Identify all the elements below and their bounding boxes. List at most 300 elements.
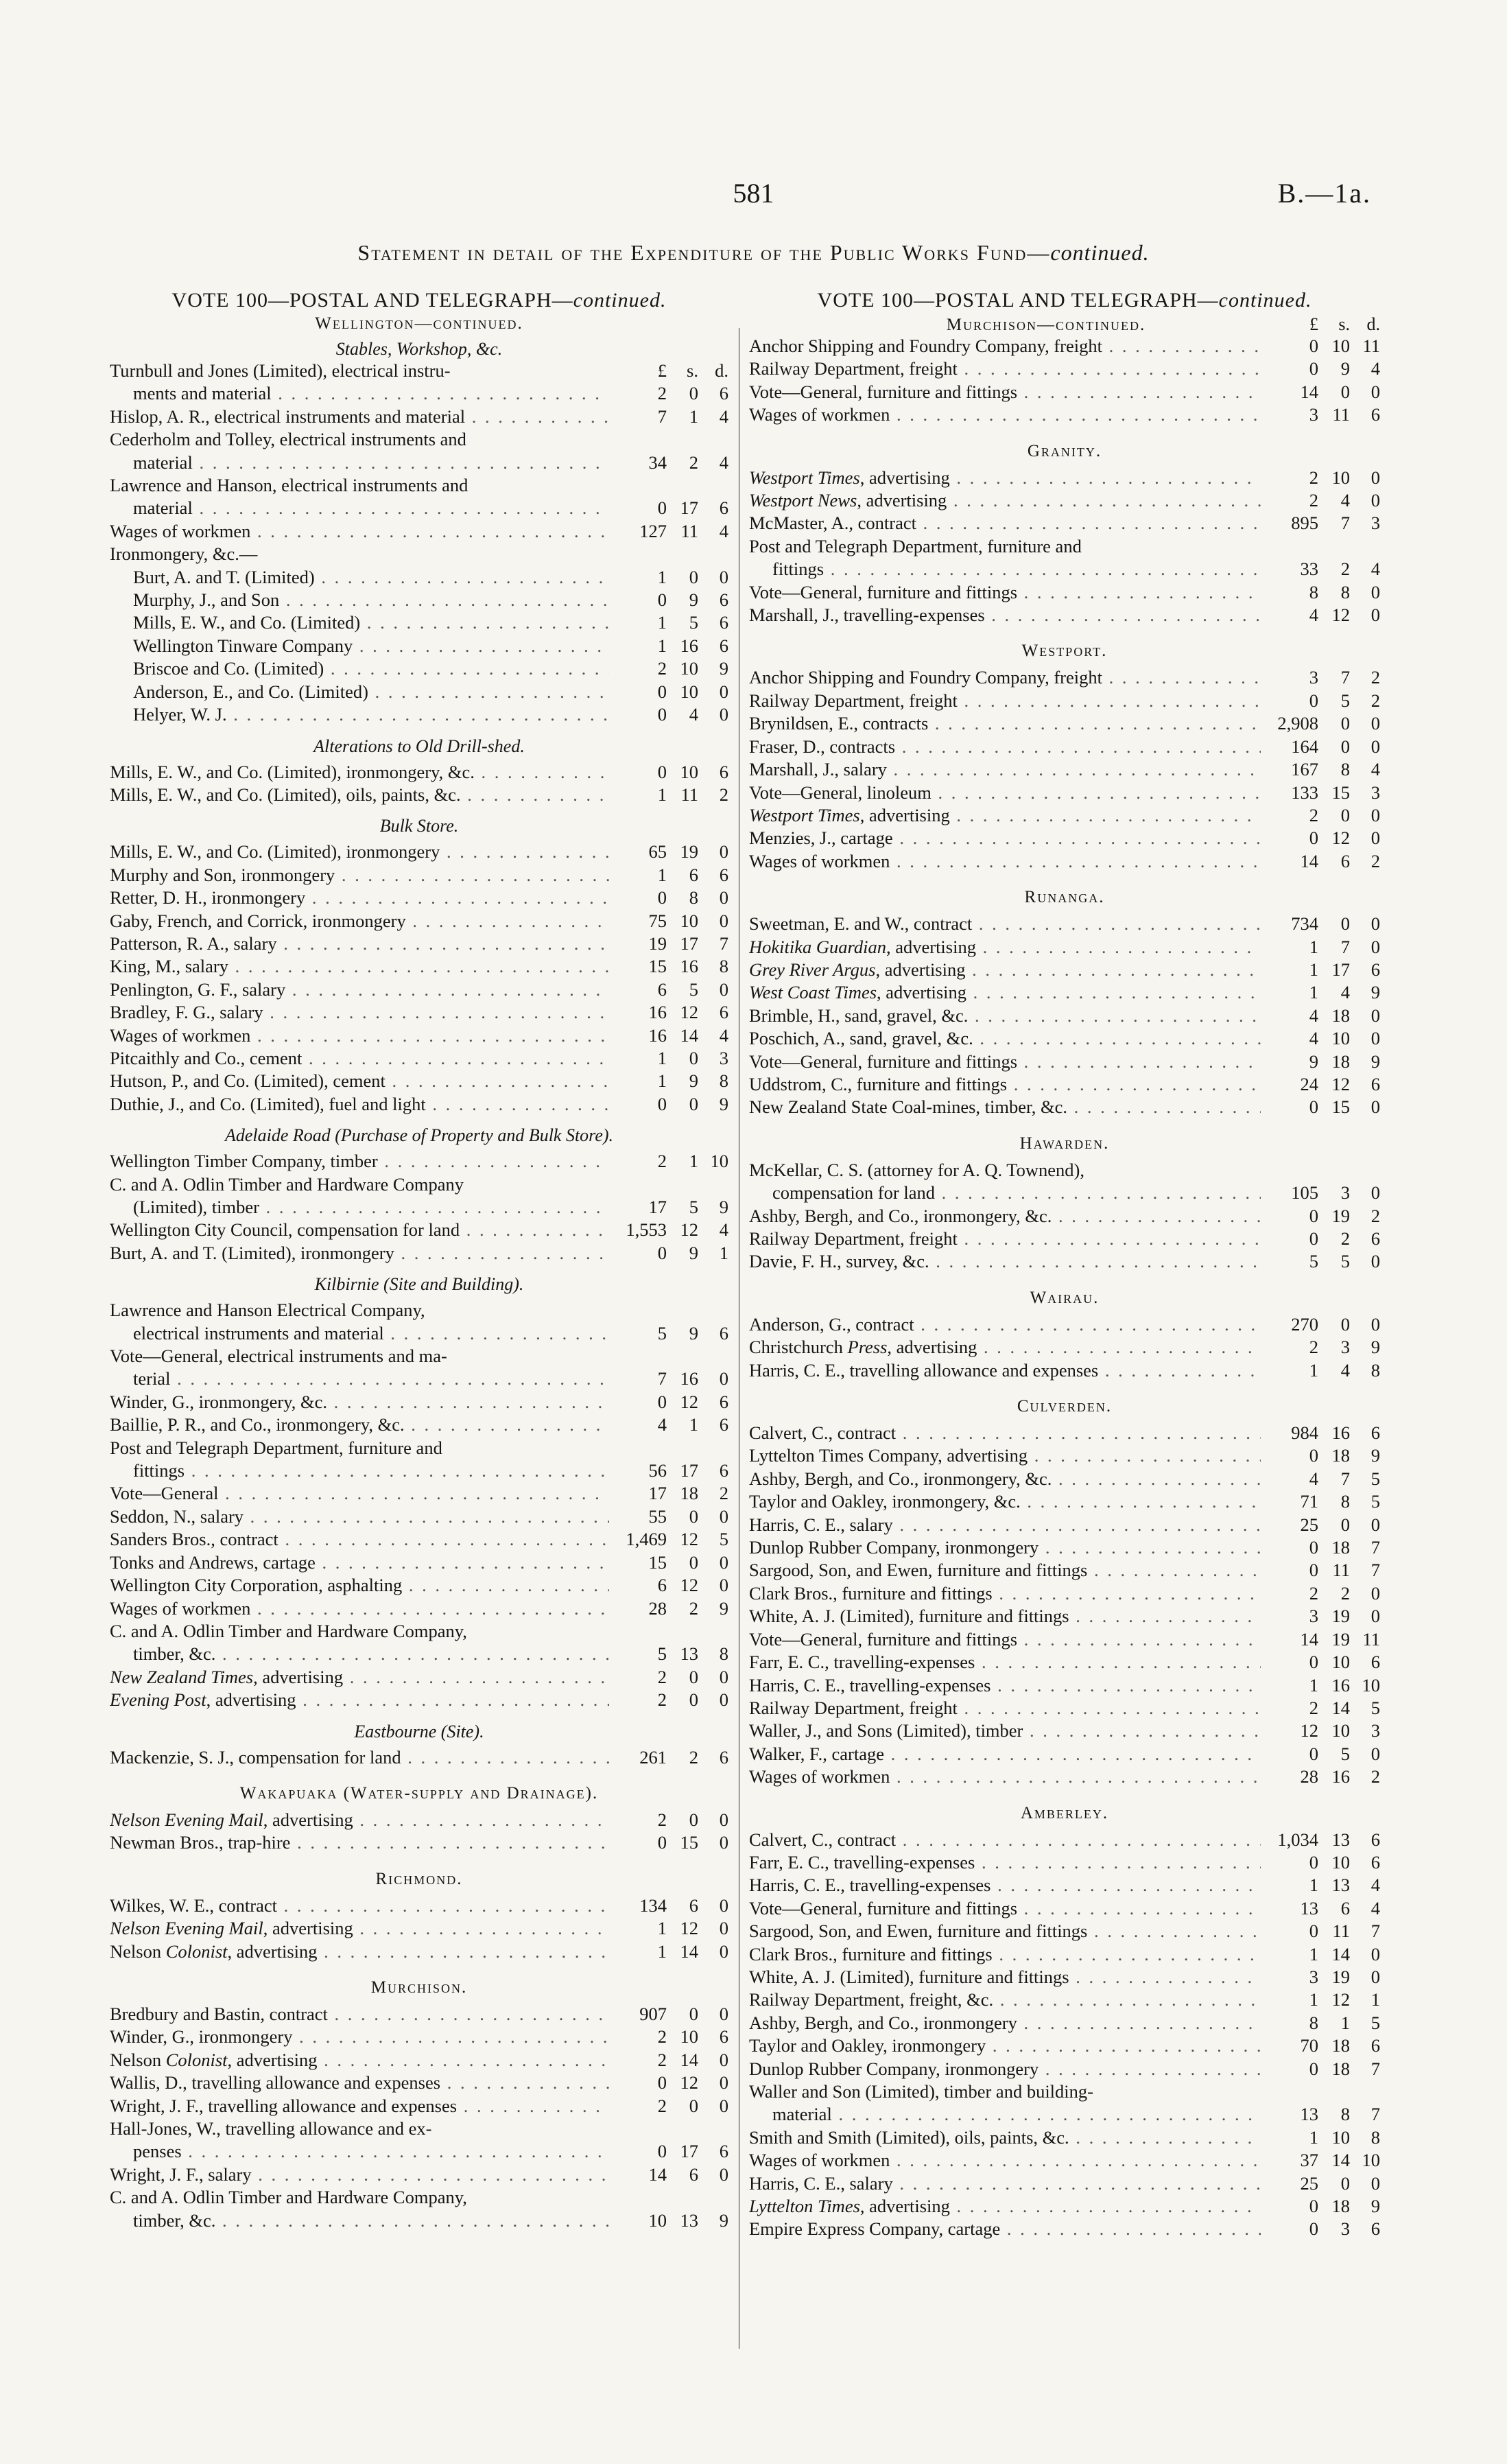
amount-pence: 10 bbox=[710, 1151, 728, 1172]
section bbox=[749, 314, 1380, 427]
amount-pence: 6 bbox=[1370, 959, 1380, 980]
amount-pence: 2 bbox=[1370, 1205, 1380, 1226]
section-subheading: Eastbourne (Site). bbox=[354, 1721, 484, 1741]
section bbox=[749, 888, 1380, 1119]
amount-shillings: 6 bbox=[689, 864, 698, 885]
line-item-label: Newman Bros., trap-hire bbox=[110, 1832, 291, 1853]
amount bbox=[609, 1894, 728, 1917]
amount bbox=[1261, 1559, 1380, 1582]
amount-shillings: 17 bbox=[680, 497, 698, 519]
line-item bbox=[110, 2095, 728, 2117]
line-item bbox=[110, 1024, 728, 1047]
line-item-text bbox=[110, 955, 609, 978]
amount-pounds: 2 bbox=[657, 1809, 667, 1830]
amount-pence: 7 bbox=[1370, 1560, 1380, 1581]
amount-pence: 2 bbox=[1370, 850, 1380, 871]
line-item-text bbox=[749, 782, 1261, 804]
amount-pounds: 0 bbox=[1309, 1096, 1318, 1118]
line-item-label-continued: material bbox=[772, 2104, 832, 2125]
line-item-label: Ashby, Bergh, and Co., ironmongery bbox=[749, 2012, 1017, 2033]
amount-pounds: 1 bbox=[1309, 936, 1318, 957]
amount-pounds: 33 bbox=[1300, 559, 1318, 580]
line-item-text bbox=[749, 804, 1261, 827]
line-item-continuation bbox=[110, 497, 728, 519]
line-item-text bbox=[749, 335, 1261, 357]
line-item-text bbox=[110, 2049, 609, 2072]
line-item bbox=[749, 827, 1380, 849]
amount bbox=[1261, 2103, 1380, 2126]
amount-pounds: 1 bbox=[657, 635, 667, 656]
line-item-label: Ashby, Bergh, and Co., ironmongery, &c. bbox=[749, 1468, 1052, 1489]
line-item-label: Burt, A. and T. (Limited) bbox=[133, 566, 315, 587]
section bbox=[749, 1289, 1380, 1382]
amount-pence: 2 bbox=[1370, 667, 1380, 688]
line-item bbox=[110, 1620, 728, 1643]
amount-shillings: 19 bbox=[1331, 1628, 1350, 1650]
amount bbox=[1261, 1720, 1380, 1742]
line-item-label: Marshall, J., salary bbox=[749, 759, 887, 780]
line-item-label: Anchor Shipping and Foundry Company, freight bbox=[749, 336, 1102, 356]
section bbox=[110, 1978, 728, 2232]
amount-pounds: 2,908 bbox=[1277, 713, 1318, 734]
line-item-label: Railway Department, freight bbox=[749, 1697, 958, 1718]
line-item bbox=[749, 581, 1380, 604]
line-item bbox=[749, 981, 1380, 1004]
amount-shillings: 5 bbox=[689, 1197, 698, 1217]
vote-title-text: VOTE 100—POSTAL AND TELEGRAPH— bbox=[171, 289, 573, 312]
amount-pence: 0 bbox=[719, 1575, 728, 1596]
line-item-text bbox=[749, 850, 1261, 873]
line-item bbox=[110, 932, 728, 955]
amount-pence: 3 bbox=[1370, 1720, 1380, 1741]
line-item-label: Sweetman, E. and W., contract bbox=[749, 913, 973, 935]
line-item-label bbox=[110, 2050, 318, 2070]
amount-pounds: 2 bbox=[657, 2026, 667, 2048]
line-item-label: Wellington Timber Company, timber bbox=[110, 1151, 378, 1172]
line-item-label: Wright, J. F., salary bbox=[110, 2163, 252, 2185]
line-item bbox=[110, 1242, 728, 1265]
line-item-label bbox=[749, 982, 966, 1002]
line-item-text bbox=[110, 1597, 609, 1620]
amount-shillings: 12 bbox=[680, 1002, 698, 1023]
amount-pence: 2 bbox=[719, 784, 728, 805]
line-item-text bbox=[749, 1514, 1261, 1536]
line-item bbox=[749, 1228, 1380, 1250]
line-item-text bbox=[110, 543, 609, 565]
amount bbox=[1261, 1920, 1380, 1943]
line-item-label: Winder, G., ironmongery, &c. bbox=[110, 1391, 328, 1412]
line-item-label: Vote—General, furniture and fittings bbox=[749, 381, 1018, 402]
line-item bbox=[110, 910, 728, 932]
amount-shillings: 17 bbox=[680, 2141, 698, 2162]
amount bbox=[609, 520, 728, 543]
amount bbox=[1261, 403, 1380, 426]
amount bbox=[1261, 712, 1380, 735]
line-item-text bbox=[749, 1874, 1261, 1897]
label-part: , advertising bbox=[227, 2049, 318, 2070]
line-item bbox=[749, 1027, 1380, 1050]
section-heading: Runanga. bbox=[1024, 888, 1105, 907]
line-item-label: Burt, A. and T. (Limited), ironmongery bbox=[110, 1242, 394, 1263]
amount-pounds: 0 bbox=[657, 1093, 667, 1114]
line-item bbox=[749, 2012, 1380, 2034]
line-item-text bbox=[749, 1228, 1261, 1250]
amount-pounds: 1 bbox=[657, 566, 667, 587]
amount-shillings: 11 bbox=[1332, 1921, 1350, 1942]
amount-shillings: 0 bbox=[1340, 736, 1350, 757]
line-item bbox=[749, 1051, 1380, 1073]
amount-shillings: 13 bbox=[1331, 1875, 1350, 1896]
amount-pence: 0 bbox=[719, 1809, 728, 1830]
amount-shillings: 7 bbox=[1340, 513, 1350, 534]
label-part: , advertising bbox=[263, 1918, 353, 1939]
line-item bbox=[749, 1096, 1380, 1118]
amount bbox=[1261, 558, 1380, 580]
amount bbox=[609, 1391, 728, 1413]
line-item-label: Lyttelton Times Company, advertising bbox=[749, 1445, 1028, 1466]
line-item-text bbox=[110, 910, 609, 932]
amount bbox=[1261, 827, 1380, 849]
amount-shillings: 12 bbox=[680, 1219, 698, 1241]
line-item-label: Mills, E. W., and Co. (Limited), ironmongery bbox=[110, 841, 440, 863]
amount-shillings: 13 bbox=[680, 2209, 698, 2231]
amount-pounds: 0 bbox=[1309, 1445, 1318, 1466]
line-item-continuation bbox=[110, 1322, 728, 1345]
amount-shillings: 0 bbox=[689, 2095, 698, 2116]
amount-pounds: 0 bbox=[657, 887, 667, 908]
line-item-label: Wages of workmen bbox=[110, 1597, 251, 1619]
line-item bbox=[749, 1490, 1380, 1513]
amount bbox=[609, 887, 728, 909]
amount-pence: 9 bbox=[719, 1597, 728, 1619]
line-item-continuation bbox=[749, 2103, 1380, 2126]
amount-pence: 6 bbox=[1370, 1851, 1380, 1873]
amount-pence: 6 bbox=[719, 2026, 728, 2048]
line-item-text bbox=[110, 382, 609, 405]
amount bbox=[1261, 335, 1380, 357]
amount-pounds: 0 bbox=[1309, 2218, 1318, 2240]
amount-pence: 0 bbox=[1370, 467, 1380, 488]
line-item bbox=[749, 1444, 1380, 1467]
amount bbox=[1261, 2195, 1380, 2218]
line-item-text bbox=[110, 2140, 609, 2163]
amount-pounds: 14 bbox=[648, 2163, 667, 2185]
amount-shillings: 0 bbox=[689, 1047, 698, 1068]
amount-shillings: 10 bbox=[1331, 1652, 1350, 1673]
line-item bbox=[110, 978, 728, 1001]
line-item bbox=[749, 1250, 1380, 1273]
line-item bbox=[110, 1894, 728, 1917]
amount-pounds: 0 bbox=[1309, 1205, 1318, 1226]
amount-shillings: 4 bbox=[1340, 1359, 1350, 1381]
line-item bbox=[110, 1940, 728, 1963]
line-item bbox=[110, 1001, 728, 1024]
line-item bbox=[110, 761, 728, 784]
line-item-text bbox=[749, 581, 1261, 604]
line-item-label: Vote—General bbox=[110, 1483, 219, 1504]
amount bbox=[1261, 1313, 1380, 1336]
amount-shillings: 9 bbox=[689, 589, 698, 611]
amount bbox=[609, 566, 728, 589]
line-item-label: Wages of workmen bbox=[749, 404, 890, 425]
line-item-label: Turnbull and Jones (Limited), electrical instru- bbox=[110, 360, 451, 381]
amount-pence: 5 bbox=[1370, 2012, 1380, 2033]
amount bbox=[1261, 1228, 1380, 1250]
line-item-label: Farr, E. C., travelling-expenses bbox=[749, 1851, 975, 1873]
amount bbox=[1261, 1897, 1380, 1920]
line-item bbox=[110, 1666, 728, 1689]
currency-pounds: £ bbox=[657, 360, 667, 381]
amount bbox=[609, 978, 728, 1001]
amount-shillings: 0 bbox=[1340, 381, 1350, 402]
amount-pence: 7 bbox=[719, 932, 728, 954]
amount-pence: 4 bbox=[1370, 759, 1380, 780]
line-item bbox=[749, 1628, 1380, 1651]
line-item-text bbox=[110, 1345, 728, 1368]
line-item-text bbox=[110, 2209, 609, 2232]
amount bbox=[609, 681, 728, 703]
amount-shillings: 14 bbox=[1331, 2150, 1350, 2171]
line-item bbox=[749, 1559, 1380, 1582]
line-item bbox=[110, 1150, 728, 1173]
line-item bbox=[749, 535, 1380, 558]
amount-shillings: 0 bbox=[1340, 913, 1350, 935]
amount bbox=[609, 1597, 728, 1620]
line-item-text bbox=[749, 1444, 1261, 1467]
line-item bbox=[749, 782, 1380, 804]
line-item bbox=[749, 1743, 1380, 1765]
line-item-text bbox=[110, 1242, 609, 1265]
line-item-text bbox=[749, 2080, 1380, 2103]
line-item-label: Marshall, J., travelling-expenses bbox=[749, 605, 985, 626]
amount bbox=[609, 1482, 728, 1505]
amount-pounds: 0 bbox=[657, 704, 667, 725]
line-item-text bbox=[749, 467, 1261, 489]
line-item-text bbox=[749, 2058, 1261, 2080]
line-item bbox=[110, 2072, 728, 2094]
amount bbox=[1261, 2034, 1380, 2057]
amount bbox=[1261, 758, 1380, 781]
line-item-label: Harris, C. E., salary bbox=[749, 1514, 893, 1535]
section bbox=[110, 816, 728, 1116]
amount-pounds: 261 bbox=[639, 1746, 667, 1768]
line-item bbox=[749, 1765, 1380, 1788]
publication-name: Westport Times bbox=[749, 804, 860, 825]
line-item bbox=[749, 2126, 1380, 2149]
amount bbox=[609, 1505, 728, 1528]
amount bbox=[1261, 2058, 1380, 2080]
amount bbox=[609, 2003, 728, 2026]
line-item bbox=[110, 887, 728, 909]
line-item-label: Cederholm and Tolley, electrical instruments and bbox=[110, 429, 466, 450]
line-item-label: Taylor and Oakley, ironmongery bbox=[749, 2035, 986, 2056]
amount-pounds: 4 bbox=[657, 1414, 667, 1435]
line-item-label: Mackenzie, S. J., compensation for land bbox=[110, 1746, 401, 1768]
amount-pounds: 4 bbox=[1309, 605, 1318, 626]
amount-shillings: 0 bbox=[1340, 804, 1350, 825]
amount-pounds: 1 bbox=[1309, 1359, 1318, 1381]
amount bbox=[609, 382, 728, 405]
amount-shillings: 12 bbox=[1331, 605, 1350, 626]
amount-pounds: 0 bbox=[657, 1832, 667, 1853]
line-item bbox=[110, 1070, 728, 1092]
line-item-label: Sanders Bros., contract bbox=[110, 1529, 278, 1550]
line-item-label: Wages of workmen bbox=[749, 1766, 890, 1787]
amount-shillings: 12 bbox=[1331, 1989, 1350, 2010]
line-item bbox=[110, 474, 728, 497]
line-item-label: Briscoe and Co. (Limited) bbox=[133, 658, 324, 679]
line-item bbox=[749, 2080, 1380, 2103]
line-item-label bbox=[110, 1667, 343, 1687]
amount-pence: 5 bbox=[719, 1529, 728, 1550]
line-item-text bbox=[749, 1920, 1261, 1943]
line-item-text bbox=[749, 1897, 1261, 1920]
label-part: , advertising bbox=[887, 1337, 977, 1358]
amount-pence: 9 bbox=[1370, 982, 1380, 1003]
line-item-label: Wright, J. F., travelling allowance and expenses bbox=[110, 2095, 458, 2116]
section bbox=[110, 1870, 728, 1963]
amount-pounds: 1,469 bbox=[626, 1529, 667, 1550]
amount-pence: 0 bbox=[1370, 804, 1380, 825]
line-item-text bbox=[110, 864, 609, 887]
amount-pounds: 3 bbox=[1309, 1606, 1318, 1627]
amount-pounds: 5 bbox=[657, 1322, 667, 1344]
amount-shillings: 6 bbox=[1340, 850, 1350, 871]
line-item-text bbox=[110, 520, 609, 543]
amount-pence: 6 bbox=[719, 1460, 728, 1481]
section bbox=[110, 314, 728, 727]
line-item-text bbox=[110, 1746, 609, 1769]
line-item bbox=[749, 1651, 1380, 1674]
line-item bbox=[110, 681, 728, 703]
amount bbox=[609, 1689, 728, 1711]
amount bbox=[1261, 913, 1380, 935]
amount-shillings: 10 bbox=[1331, 1851, 1350, 1873]
amount-pounds: 7 bbox=[657, 1368, 667, 1389]
amount bbox=[1261, 804, 1380, 827]
line-item-continuation bbox=[110, 2140, 728, 2163]
line-item-label: Vote—General, furniture and fittings bbox=[749, 1897, 1018, 1919]
amount-pence: 1 bbox=[719, 1242, 728, 1263]
line-item-text bbox=[749, 1559, 1261, 1582]
line-item-text bbox=[749, 558, 1261, 580]
amount-pence: 0 bbox=[719, 841, 728, 863]
amount-shillings: 17 bbox=[680, 1460, 698, 1481]
amount-pence: 0 bbox=[719, 2072, 728, 2093]
line-item-text bbox=[749, 1605, 1261, 1628]
amount-pence: 0 bbox=[719, 2049, 728, 2070]
label-part: , advertising bbox=[206, 1689, 296, 1711]
amount-pence: 2 bbox=[1370, 1766, 1380, 1787]
line-item-label bbox=[110, 1689, 296, 1710]
section bbox=[110, 1274, 728, 1711]
amount bbox=[1261, 2012, 1380, 2034]
amount-shillings: 18 bbox=[1331, 1537, 1350, 1558]
amount-pounds: 2 bbox=[1309, 1697, 1318, 1718]
amount-pounds: 2 bbox=[657, 1666, 667, 1687]
line-item-label: Clark Bros., furniture and fittings bbox=[749, 1943, 993, 1964]
line-item bbox=[749, 335, 1380, 357]
amount-pounds: 1 bbox=[657, 1070, 667, 1092]
amount-shillings: 6 bbox=[689, 2163, 698, 2185]
amount-pounds: 16 bbox=[648, 1002, 667, 1023]
line-item-text bbox=[749, 2172, 1261, 2195]
section bbox=[749, 442, 1380, 627]
line-item bbox=[749, 512, 1380, 535]
line-item-label bbox=[749, 805, 950, 825]
line-item-text bbox=[110, 635, 609, 657]
line-item-label: Baillie, P. R., and Co., ironmongery, &c. bbox=[110, 1414, 405, 1435]
amount bbox=[1261, 1943, 1380, 1966]
line-item-label: Taylor and Oakley, ironmongery, &c. bbox=[749, 1491, 1021, 1512]
amount bbox=[609, 2072, 728, 2094]
amount-pence: 0 bbox=[1370, 2172, 1380, 2194]
line-item-label: Patterson, R. A., salary bbox=[110, 932, 277, 954]
amount-pounds: 8 bbox=[1309, 581, 1318, 602]
amount-shillings: 0 bbox=[689, 566, 698, 587]
amount-pounds: 0 bbox=[657, 1391, 667, 1412]
line-item-text bbox=[110, 1528, 609, 1551]
amount bbox=[1261, 1444, 1380, 1467]
line-item-text bbox=[749, 1628, 1261, 1651]
line-item-text bbox=[110, 681, 609, 703]
amount-shillings: 0 bbox=[689, 2003, 698, 2024]
line-item-text bbox=[110, 566, 609, 589]
amount-pence: 0 bbox=[719, 1832, 728, 1853]
amount bbox=[609, 1047, 728, 1070]
line-item-label: Wages of workmen bbox=[749, 2150, 890, 2171]
amount-pence: 0 bbox=[1370, 1182, 1380, 1204]
line-item bbox=[749, 1468, 1380, 1490]
line-item-text bbox=[110, 428, 728, 451]
amount-shillings: 14 bbox=[680, 2049, 698, 2070]
amount-pounds: 127 bbox=[639, 520, 667, 541]
publication-name: Westport News bbox=[749, 490, 857, 511]
amount-pence: 11 bbox=[1362, 1628, 1380, 1650]
amount-pounds: 133 bbox=[1291, 782, 1318, 803]
amount-shillings: 0 bbox=[689, 1689, 698, 1711]
amount-shillings: 17 bbox=[1331, 959, 1350, 980]
line-item-label: White, A. J. (Limited), furniture and fittings bbox=[749, 1966, 1069, 1987]
line-item-label: Railway Department, freight bbox=[749, 358, 958, 379]
amount bbox=[609, 1459, 728, 1482]
amount-shillings: 2 bbox=[689, 451, 698, 473]
line-item-label: Wages of workmen bbox=[110, 1024, 251, 1046]
line-item-label: Anchor Shipping and Foundry Company, freight bbox=[749, 667, 1102, 688]
line-item-text bbox=[110, 978, 609, 1001]
line-item-text bbox=[749, 1005, 1261, 1027]
line-item-label: Harris, C. E., travelling allowance and expenses bbox=[749, 1359, 1099, 1381]
amount-shillings: 6 bbox=[1340, 1897, 1350, 1919]
amount-pounds: 0 bbox=[657, 2141, 667, 2162]
amount-pence: 10 bbox=[1362, 2150, 1380, 2171]
line-item-label: Dunlop Rubber Company, ironmongery bbox=[749, 2058, 1039, 2079]
line-item-text bbox=[749, 403, 1261, 426]
line-item-label-continued: timber, &c. bbox=[133, 1643, 216, 1665]
line-item bbox=[110, 520, 728, 543]
line-item-label bbox=[749, 1337, 977, 1357]
amount bbox=[1261, 1336, 1380, 1359]
amount-pounds: 2 bbox=[657, 1689, 667, 1711]
line-item-text bbox=[749, 1250, 1261, 1273]
amount-pounds: 5 bbox=[657, 1643, 667, 1665]
amount-pence: 4 bbox=[1370, 1897, 1380, 1919]
label-part: , advertising bbox=[227, 1940, 318, 1962]
line-item bbox=[749, 1920, 1380, 1943]
line-item-label-continued: penses bbox=[133, 2141, 182, 2162]
publication-name: Grey River Argus bbox=[749, 959, 876, 980]
amount-pounds: 2 bbox=[657, 383, 667, 404]
